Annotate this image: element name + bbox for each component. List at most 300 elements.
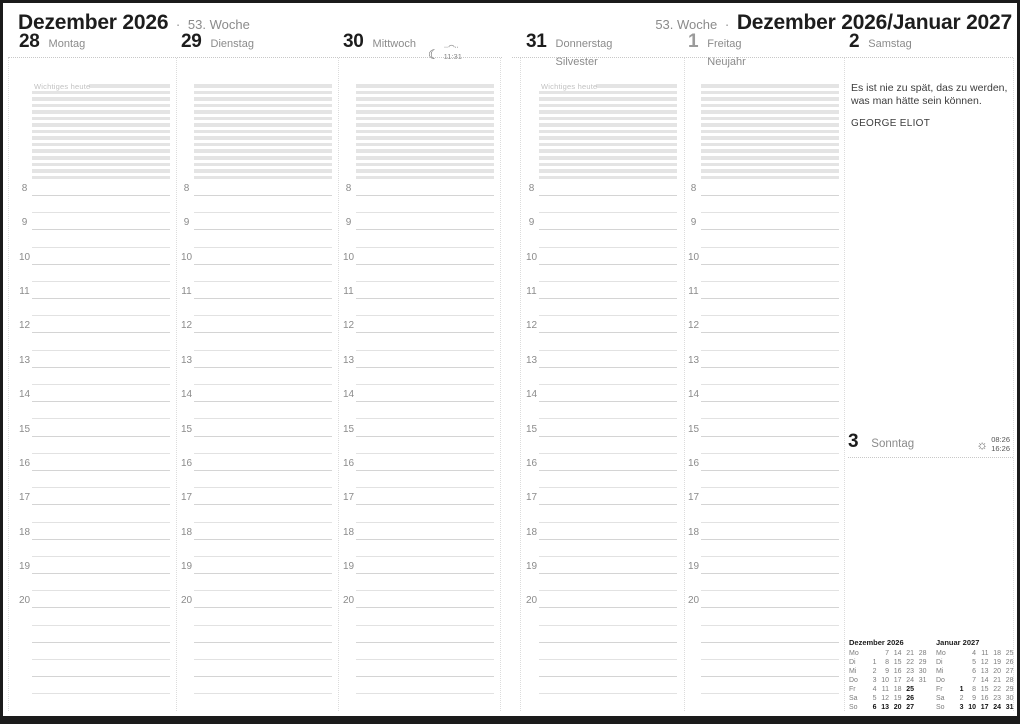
hour-row [18,677,172,694]
hour-label: 14 [525,389,538,401]
hour-label: 15 [525,423,538,435]
mini-cal-day: 7 [885,650,889,657]
mini-cal-weekday: Mi [936,668,944,675]
hour-row [687,351,841,368]
hour-label: 14 [180,389,193,401]
mini-cal-day: 22 [906,659,914,666]
hour-label: 18 [342,526,355,538]
mini-cal-day: 1 [872,659,877,666]
mini-cal-weekday: Mo [849,650,859,657]
hour-row [525,608,679,625]
note-line [539,110,677,114]
left-week-label: 53. Woche [187,17,250,32]
mini-cal-day: 19 [893,695,902,702]
mini-cal-day: 12 [881,695,889,702]
hour-row [18,471,172,488]
mini-cal-day: 20 [893,704,902,711]
hour-label: 19 [687,561,700,573]
hour-row [180,316,334,333]
hour-label: 9 [690,217,697,229]
mini-calendar-grid [849,649,927,712]
note-line [539,91,677,95]
day-name: Donnerstag [555,38,613,50]
mini-cal-day: 24 [906,677,914,684]
hour-row [180,282,334,299]
hour-grid [342,179,496,695]
hour-row [180,385,334,402]
hour-label: 14 [18,389,31,401]
mini-cal-day: 21 [993,677,1001,684]
hour-row [180,248,334,265]
day-header [343,31,496,62]
note-line [701,117,839,121]
mini-cal-day: 9 [885,668,889,675]
hour-row [18,574,172,591]
mini-cal-day: 18 [893,686,902,693]
hour-row [342,591,496,608]
hour-row [18,196,172,213]
mini-calendar-title: Januar 2027 [936,638,980,647]
right-page-title: Dezember 2026/Januar 2027 [736,11,1012,34]
hour-row [687,419,841,436]
mini-cal-day: 5 [972,659,976,666]
hour-row [525,213,679,230]
hour-label: 20 [525,595,538,607]
note-line [32,104,170,108]
left-page-title: Dezember 2026 [18,11,169,34]
hour-row [525,574,679,591]
hour-label: 17 [342,492,355,504]
hour-row [342,437,496,454]
note-line [194,156,332,160]
sun-times [976,435,1010,453]
mini-cal-day: 16 [980,695,989,702]
column-separator [1013,58,1014,711]
hour-row [342,282,496,299]
day-name: Mittwoch [372,38,416,50]
note-line [194,91,332,95]
hour-grid [687,179,841,695]
note-line [701,149,839,153]
mini-cal-day: 23 [906,668,914,675]
mini-calendar-right [936,638,1014,712]
note-line [32,149,170,153]
hour-label: 10 [180,251,193,263]
hour-row [180,351,334,368]
note-line [701,143,839,147]
note-line [539,169,677,173]
hour-row [342,505,496,522]
mini-cal-weekday: Sa [849,695,858,702]
day-column-freitag [687,0,841,712]
hour-label: 20 [687,595,700,607]
holiday-label: Neujahr [707,56,746,68]
hour-label: 18 [687,526,700,538]
note-line [356,97,494,101]
hour-label: 10 [687,251,700,263]
hour-row [525,265,679,282]
hour-row [180,471,334,488]
hour-row [180,265,334,282]
note-line [701,130,839,134]
hour-row [18,333,172,350]
mini-cal-day: 31 [1005,704,1014,711]
day-number: 1 [688,31,699,52]
hour-row [180,419,334,436]
mini-calendars [849,638,1014,712]
note-line [89,84,170,88]
hour-row [342,179,496,196]
mini-cal-day: 30 [1005,695,1014,702]
hour-row [180,557,334,574]
mini-cal-day: 3 [872,677,877,684]
day-header [688,31,841,68]
hour-label: 10 [525,251,538,263]
mini-cal-day: 20 [993,668,1001,675]
mini-cal-day: 29 [1005,686,1014,693]
mini-cal-day: 11 [881,686,889,693]
important-notes-area [539,81,677,182]
day-name-stack [373,38,416,50]
day-number: 2 [849,31,860,52]
hour-label: 9 [528,217,535,229]
mini-cal-day: 16 [893,668,902,675]
hour-row [180,505,334,522]
hour-row [687,230,841,247]
day-number: 30 [343,31,364,52]
hour-row [180,660,334,677]
day-header [849,31,1012,57]
mini-cal-weekday: Di [936,659,943,666]
hour-label: 15 [18,423,31,435]
hour-label: 17 [18,492,31,504]
hour-row [525,471,679,488]
day-column-dienstag [180,0,334,712]
mini-cal-day: 31 [918,677,927,684]
hour-row [18,437,172,454]
hour-row [18,213,172,230]
hour-row [342,626,496,643]
hour-label: 17 [687,492,700,504]
hour-row [525,626,679,643]
hour-label: 13 [18,354,31,366]
day-name: Dienstag [210,38,254,50]
hour-label: 18 [180,526,193,538]
hour-row [687,213,841,230]
hour-row [525,333,679,350]
hour-row [342,454,496,471]
note-line [356,104,494,108]
mini-cal-weekday: Di [849,659,856,666]
hour-row [342,608,496,625]
note-line [194,117,332,121]
note-line [194,110,332,114]
note-line [32,123,170,127]
important-notes-label: Wichtiges heute [34,81,91,91]
quote-block [851,82,1011,131]
hour-row [180,213,334,230]
note-line [539,130,677,134]
header-separator: · [724,16,730,32]
note-line [32,143,170,147]
hour-label: 18 [525,526,538,538]
hour-row [525,179,679,196]
day-name-stack [556,38,613,68]
note-line [356,117,494,121]
hour-grid [18,179,172,695]
moon-time: 11:31 [443,52,462,61]
hour-row [180,368,334,385]
day-name-stack [707,38,746,68]
mini-cal-day: 11 [981,650,989,657]
hour-row [18,402,172,419]
quote-author: GEORGE ELIOT [851,118,931,130]
hour-row [525,437,679,454]
moonset-icon [444,36,459,52]
important-notes-area [701,84,839,182]
note-line [701,163,839,167]
hour-row [180,574,334,591]
hour-row [525,351,679,368]
hour-label: 17 [180,492,193,504]
hour-row [18,248,172,265]
hour-row [525,557,679,574]
day-column-montag [18,0,172,712]
day-column-donnerstag [525,0,679,712]
note-line [194,104,332,108]
mini-cal-weekday: Do [849,677,858,684]
mini-cal-day: 14 [980,677,989,684]
mini-cal-day: 10 [968,704,976,711]
note-line [356,136,494,140]
hour-row [342,523,496,540]
note-line [356,130,494,134]
hour-row [342,248,496,265]
hour-label: 9 [183,217,190,229]
note-line [701,156,839,160]
hour-row [342,230,496,247]
day-name: Sonntag [871,438,915,450]
mini-cal-day: 1 [959,686,964,693]
header-separator: · [175,16,181,32]
mini-cal-day: 3 [959,704,964,711]
quote-line: Es ist nie zu spät, das zu werden, [851,82,1008,94]
note-line [701,104,839,108]
mini-cal-day: 4 [872,686,877,693]
hour-row [525,660,679,677]
hour-row [687,574,841,591]
hour-row [342,368,496,385]
note-line [194,169,332,173]
hour-row [342,333,496,350]
note-line [194,163,332,167]
hour-row [525,368,679,385]
note-line [356,110,494,114]
hour-label: 12 [687,320,700,332]
hour-row [525,505,679,522]
mini-cal-weekday: Fr [936,686,943,693]
hour-row [525,643,679,660]
mini-cal-day: 14 [893,650,902,657]
hour-row [525,385,679,402]
day-header [19,31,172,57]
hour-row [687,282,841,299]
hour-label: 16 [180,457,193,469]
hour-row [342,540,496,557]
mini-cal-day: 17 [893,677,902,684]
quote-line: was man hätte sein können. [851,95,982,108]
hour-label: 8 [690,182,697,194]
mini-cal-day: 13 [980,668,989,675]
hour-row [18,523,172,540]
hour-row [687,523,841,540]
mini-cal-day: 7 [972,677,976,684]
hour-row [180,643,334,660]
note-line [356,149,494,153]
hour-row [687,437,841,454]
mini-cal-day: 25 [1005,650,1014,657]
mini-cal-day: 15 [893,659,902,666]
note-line [356,156,494,160]
hour-row [180,437,334,454]
mini-cal-day: 9 [972,695,976,702]
mini-cal-day: 23 [993,695,1001,702]
hour-row [342,643,496,660]
day-name-stack [49,38,86,50]
hour-label: 12 [342,320,355,332]
hour-row [180,179,334,196]
hour-row [687,505,841,522]
hour-label: 16 [687,457,700,469]
hour-row [687,488,841,505]
note-line [356,123,494,127]
hour-row [180,333,334,350]
note-line [32,130,170,134]
note-line [194,136,332,140]
hour-row [687,660,841,677]
hour-grid [180,179,334,695]
sunset-time: 16:26 [991,444,1010,453]
hour-row [687,368,841,385]
hour-row [525,540,679,557]
hour-row [687,454,841,471]
hour-label: 8 [528,182,535,194]
hour-label: 9 [345,217,352,229]
hour-row [525,248,679,265]
hour-label: 15 [180,423,193,435]
mini-cal-weekday: So [849,704,858,711]
note-line [32,169,170,173]
hour-label: 9 [21,217,28,229]
important-notes-area [194,84,332,182]
mini-cal-day: 25 [906,686,914,693]
mini-cal-day: 21 [906,650,914,657]
mini-cal-day: 18 [993,650,1001,657]
hour-row [180,523,334,540]
note-line [194,123,332,127]
hour-label: 19 [180,561,193,573]
hour-row [180,608,334,625]
day-header [181,31,334,57]
note-line [701,91,839,95]
day-column-mittwoch [342,0,496,712]
hour-row [18,505,172,522]
note-line [32,156,170,160]
hour-label: 20 [180,595,193,607]
hour-label: 11 [181,286,192,298]
mini-cal-day: 6 [972,668,976,675]
sunrise-time: 08:26 [991,435,1010,444]
hour-row [687,299,841,316]
mini-cal-day: 13 [881,704,889,711]
hour-row [180,626,334,643]
note-line [194,149,332,153]
hour-row [180,230,334,247]
hour-label: 19 [342,561,355,573]
mini-cal-day: 26 [906,695,914,702]
hour-label: 11 [343,286,354,298]
mini-cal-day: 2 [959,695,964,702]
mini-calendar-title: Dezember 2026 [849,638,904,647]
hour-row [687,265,841,282]
note-line [194,97,332,101]
sunday-header [848,431,1013,458]
day-number: 29 [181,31,202,52]
mini-cal-day: 28 [918,650,927,657]
hour-row [180,488,334,505]
hour-row [687,248,841,265]
important-notes-label: Wichtiges heute [541,81,598,91]
mini-cal-weekday: Sa [936,695,945,702]
note-line [194,130,332,134]
hour-row [687,626,841,643]
day-name: Freitag [707,38,742,50]
mini-cal-day: 27 [1005,668,1014,675]
note-line [32,136,170,140]
note-line [356,169,494,173]
mini-cal-weekday: Mo [936,650,946,657]
mini-cal-day: 17 [980,704,989,711]
hour-row [18,316,172,333]
mini-calendar-left [849,638,927,712]
hour-label: 13 [342,354,355,366]
hour-label: 15 [687,423,700,435]
hour-row [687,591,841,608]
hour-label: 16 [18,457,31,469]
mini-cal-day: 8 [885,659,889,666]
note-line [539,136,677,140]
scan-frame-left [0,0,3,724]
hour-row [18,454,172,471]
hour-row [525,230,679,247]
mini-cal-weekday: Fr [849,686,856,693]
hour-row [18,351,172,368]
hour-row [18,540,172,557]
hour-label: 19 [525,561,538,573]
hour-label: 16 [342,457,355,469]
hour-label: 17 [525,492,538,504]
hour-row [525,677,679,694]
hour-label: 16 [525,457,538,469]
hour-label: 20 [18,595,31,607]
hour-row [687,179,841,196]
hour-label: 12 [525,320,538,332]
day-name-stack [868,38,911,50]
hour-row [525,419,679,436]
note-line [356,143,494,147]
hour-row [525,402,679,419]
note-line [356,84,494,88]
